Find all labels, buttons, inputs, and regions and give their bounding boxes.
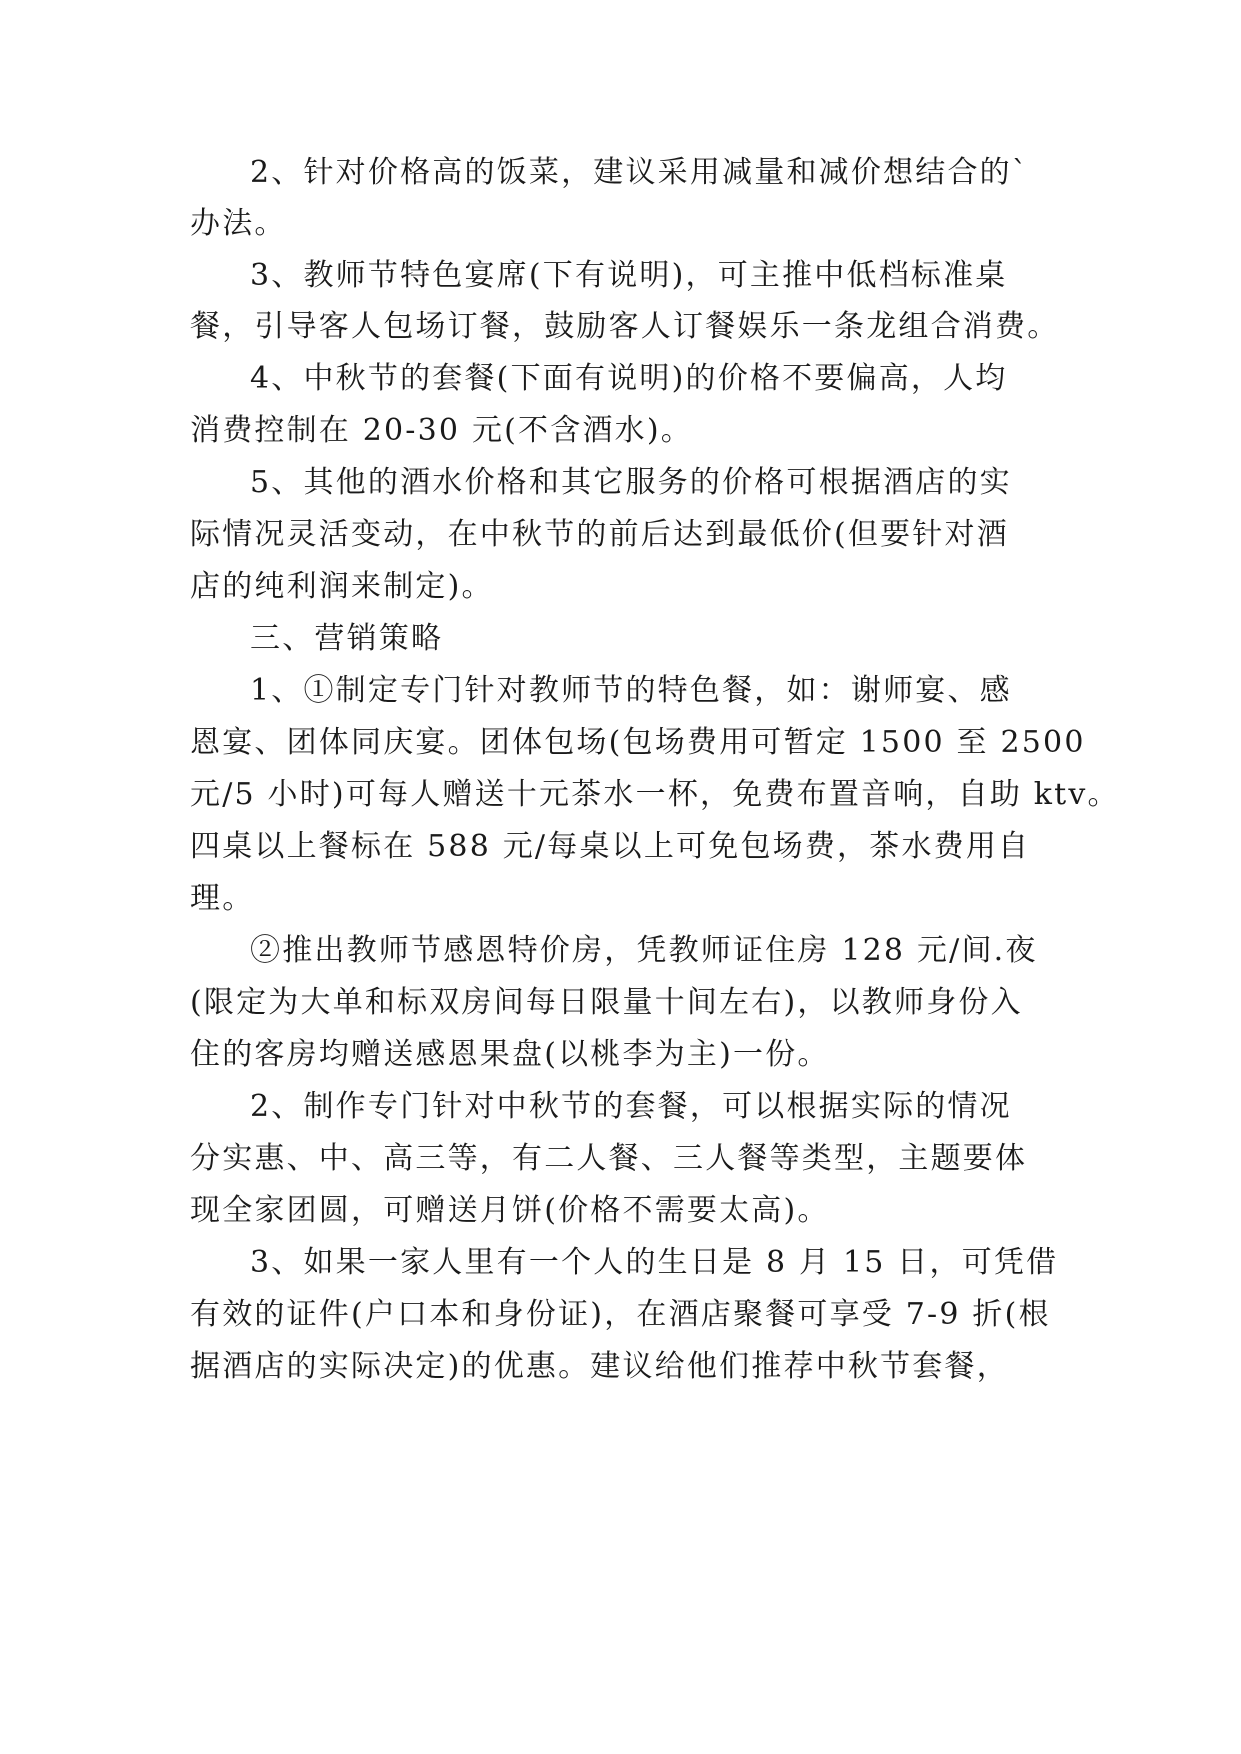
text-line: 4、中秋节的套餐(下面有说明)的价格不要偏高，人均 [250,361,1008,396]
text-line: 住的客房均赠送感恩果盘(以桃李为主)一份。 [190,1037,830,1072]
text-line: 1、①制定专门针对教师节的特色餐，如：谢师宴、感 [250,673,1012,708]
text-line: 元/5 小时)可每人赠送十元茶水一杯，免费布置音响，自助 ktv。 [190,777,1120,812]
text-line: 店的纯利润来制定)。 [190,569,494,604]
text-line: 理。 [190,881,255,916]
text-line: (限定为大单和标双房间每日限量十间左右)，以教师身份入 [190,985,1023,1020]
text-line: 际情况灵活变动，在中秋节的前后达到最低价(但要针对酒 [190,517,1009,552]
text-line: 餐，引导客人包场订餐，鼓励客人订餐娱乐一条龙组合消费。 [190,309,1060,344]
text-line: 3、如果一家人里有一个人的生日是 8 月 15 日，可凭借 [250,1245,1059,1280]
section-heading: 三、营销策略 [250,621,444,656]
text-line: 四桌以上餐标在 588 元/每桌以上可免包场费，茶水费用自 [190,829,1031,864]
text-line: 分实惠、中、高三等，有二人餐、三人餐等类型，主题要体 [190,1141,1028,1176]
text-line: 办法。 [190,206,287,241]
text-line: 据酒店的实际决定)的优惠。建议给他们推荐中秋节套餐， [190,1349,1009,1384]
text-line: 现全家团圆，可赠送月饼(价格不需要太高)。 [190,1193,830,1228]
text-line: 3、教师节特色宴席(下有说明)，可主推中低档标准桌 [250,258,1008,293]
text-line: ②推出教师节感恩特价房，凭教师证住房 128 元/间.夜 [250,933,1038,968]
text-line: 5、其他的酒水价格和其它服务的价格可根据酒店的实 [250,465,1012,500]
text-line: 恩宴、团体同庆宴。团体包场(包场费用可暂定 1500 至 2500 [190,725,1086,760]
text-line: 消费控制在 20-30 元(不含酒水)。 [190,413,693,448]
text-line: 有效的证件(户口本和身份证)，在酒店聚餐可享受 7-9 折(根 [190,1297,1051,1332]
text-line: 2、针对价格高的饭菜，建议采用减量和减价想结合的` [250,155,1030,190]
text-line: 2、制作专门针对中秋节的套餐，可以根据实际的情况 [250,1089,1012,1124]
